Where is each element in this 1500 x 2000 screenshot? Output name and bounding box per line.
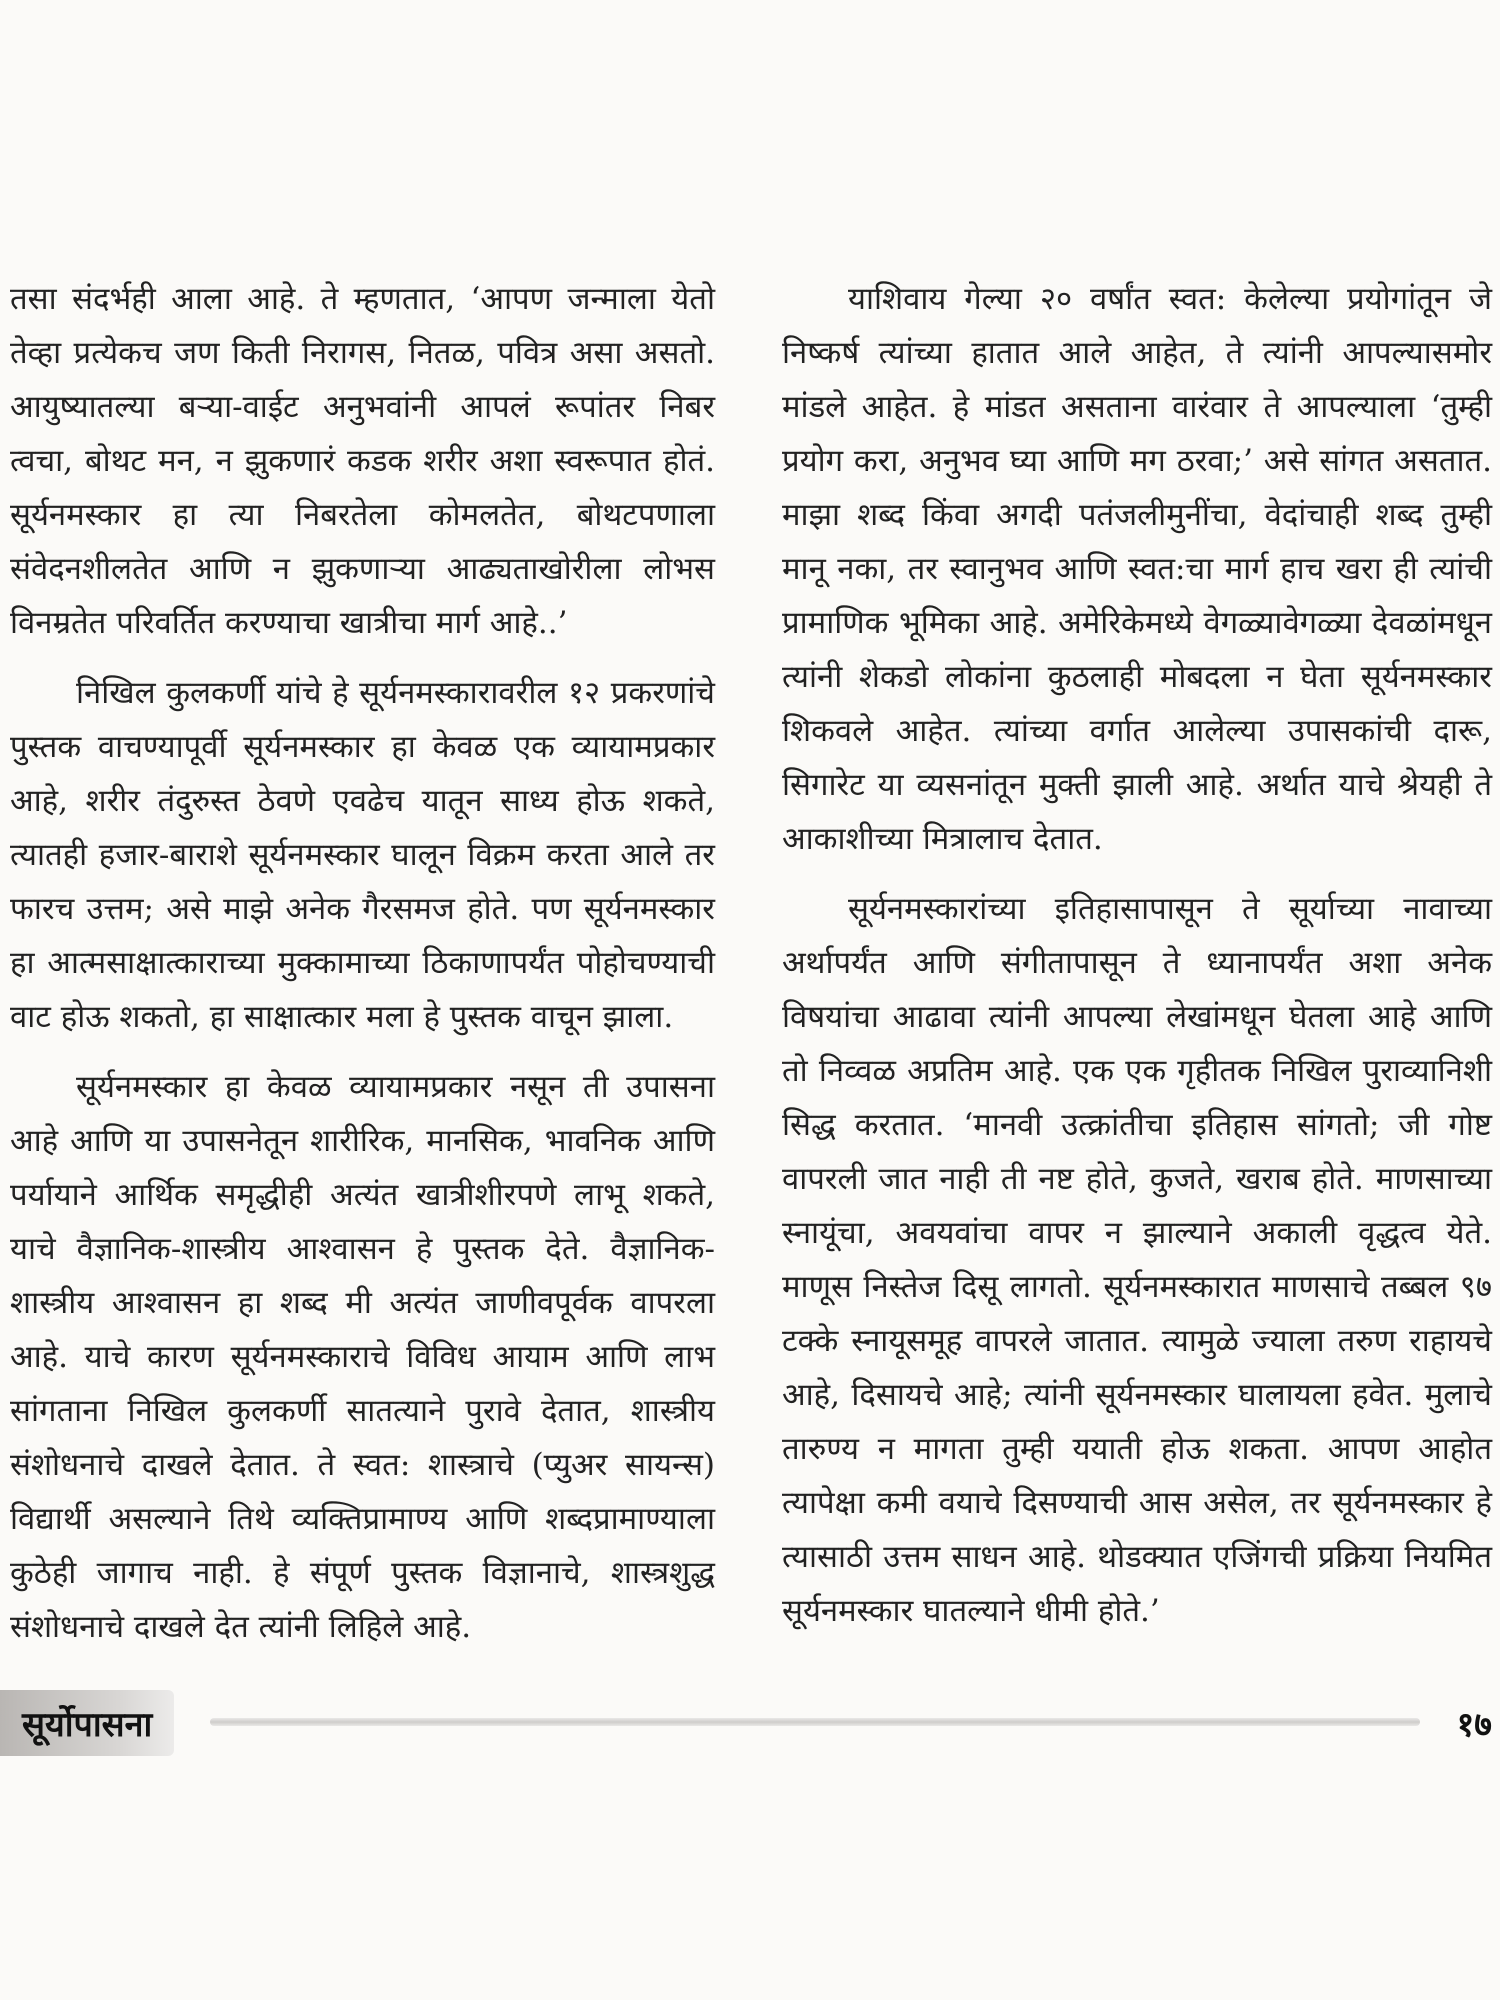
book-title: सूर्योपासना [22,1705,153,1745]
left-paragraph-1: तसा संदर्भही आला आहे. ते म्हणतात, ‘आपण जन्माला येतो तेव्हा प्रत्येकच जण किती निरागस, नितळ, पवित्र असा असतो. आयुष्यातल्या बऱ्या-वाईट अनुभवांनी आपलं रूपांतर निबर त्वचा, बोथट मन, न झुकणारं कडक शरीर अशा स्वरूपात होतं. सूर्यनमस्कार हा त्या निबरतेला कोमलतेत, बोथटपणाला संवेदनशीलतेत आणि न झुकणाऱ्या आढ्यताखोरीला लोभस विनम्रतेत परिवर्तित करण्याचा खात्रीचा मार्ग आहे..’ [10,281,715,641]
right-paragraph-1: याशिवाय गेल्या २० वर्षांत स्वत: केलेल्या प्रयोगांतून जे निष्कर्ष त्यांच्या हातात आले आहेत, ते त्यांनी आपल्यासमोर मांडले आहेत. हे मांडत असताना वारंवार ते आपल्याला ‘तुम्ही प्रयोग करा, अनुभव घ्या आणि मग ठरवा;’ असे सांगत असतात. माझा शब्द किंवा अगदी पतंजलीमुनींचा, वेदांचाही शब्द तुम्ही मानू नका, तर स्वानुभव आणि स्वत:चा मार्ग हाच खरा ही त्यांची प्रामाणिक भूमिका आहे. अमेरिकेमध्ये वेगळ्यावेगळ्या देवळांमधून त्यांनी शेकडो लोकांना कुठलाही मोबदला न घेता सूर्यनमस्कार शिकवले आहेत. त्यांच्या वर्गात आलेल्या उपासकांची दारू, सिगारेट या व्यसनांतून मुक्ती झाली आहे. अर्थात याचे श्रेयही ते आकाशीच्या मित्रालाच देतात. [782,281,1492,857]
footer-rule [210,1718,1420,1726]
left-paragraph-2: निखिल कुलकर्णी यांचे हे सूर्यनमस्कारावरील १२ प्रकरणांचे पुस्तक वाचण्यापूर्वी सूर्यनमस्कार हा केवळ एक व्यायामप्रकार आहे, शरीर तंदुरुस्त ठेवणे एवढेच यातून साध्य होऊ शकते, त्यातही हजार-बाराशे सूर्यनमस्कार घालून विक्रम करता आले तर फारच उत्तम; असे माझे अनेक गैरसमज होते. पण सूर्यनमस्कार हा आत्मसाक्षात्काराच्या मुक्कामाच्या ठिकाणापर्यंत पोहोचण्याची वाट होऊ शकतो, हा साक्षात्कार मला हे पुस्तक वाचून झाला. [10,675,715,1035]
page-number: १७ [1456,1705,1492,1745]
book-title-tab [0,1690,174,1756]
left-column [10,272,715,1670]
right-paragraph-2: सूर्यनमस्कारांच्या इतिहासापासून ते सूर्याच्या नावाच्या अर्थापर्यंत आणि संगीतापासून ते ध्यानापर्यंत अशा अनेक विषयांचा आढावा त्यांनी आपल्या लेखांमधून घेतला आहे आणि तो निव्वळ अप्रतिम आहे. एक एक गृहीतक निखिल पुराव्यानिशी सिद्ध करतात. ‘मानवी उत्क्रांतीचा इतिहास सांगतो; जी गोष्ट वापरली जात नाही ती नष्ट होते, कुजते, खराब होते. माणसाच्या स्नायूंचा, अवयवांचा वापर न झाल्याने अकाली वृद्धत्व येते. माणूस निस्तेज दिसू लागतो. सूर्यनमस्कारात माणसाचे तब्बल ९७ टक्के स्नायूसमूह वापरले जातात. त्यामुळे ज्याला तरुण राहायचे आहे, दिसायचे आहे; त्यांनी सूर्यनमस्कार घालायला हवेत. मुलाचे तारुण्य न मागता तुम्ही ययाती होऊ शकता. आपण आहोत त्यापेक्षा कमी वयाचे दिसण्याची आस असेल, तर सूर्यनमस्कार हे त्यासाठी उत्तम साधन आहे. थोडक्यात एजिंगची प्रक्रिया नियमित सूर्यनमस्कार घातल्याने धीमी होते.’ [782,891,1492,1629]
page-footer [0,1690,1500,1760]
right-column [782,272,1492,1654]
left-paragraph-3: सूर्यनमस्कार हा केवळ व्यायामप्रकार नसून ती उपासना आहे आणि या उपासनेतून शारीरिक, मानसिक, भावनिक आणि पर्यायाने आर्थिक समृद्धीही अत्यंत खात्रीशीरपणे लाभू शकते, याचे वैज्ञानिक-शास्त्रीय आश्वासन हे पुस्तक देते. वैज्ञानिक-शास्त्रीय आश्वासन हा शब्द मी अत्यंत जाणीवपूर्वक वापरला आहे. याचे कारण सूर्यनमस्काराचे विविध आयाम आणि लाभ सांगताना निखिल कुलकर्णी सातत्याने पुरावे देतात, शास्त्रीय संशोधनाचे दाखले देतात. ते स्वत: शास्त्राचे (प्युअर सायन्स) विद्यार्थी असल्याने तिथे व्यक्तिप्रामाण्य आणि शब्दप्रामाण्याला कुठेही जागाच नाही. हे संपूर्ण पुस्तक विज्ञानाचे, शास्त्रशुद्ध संशोधनाचे दाखले देत त्यांनी लिहिले आहे. [10,1069,715,1645]
